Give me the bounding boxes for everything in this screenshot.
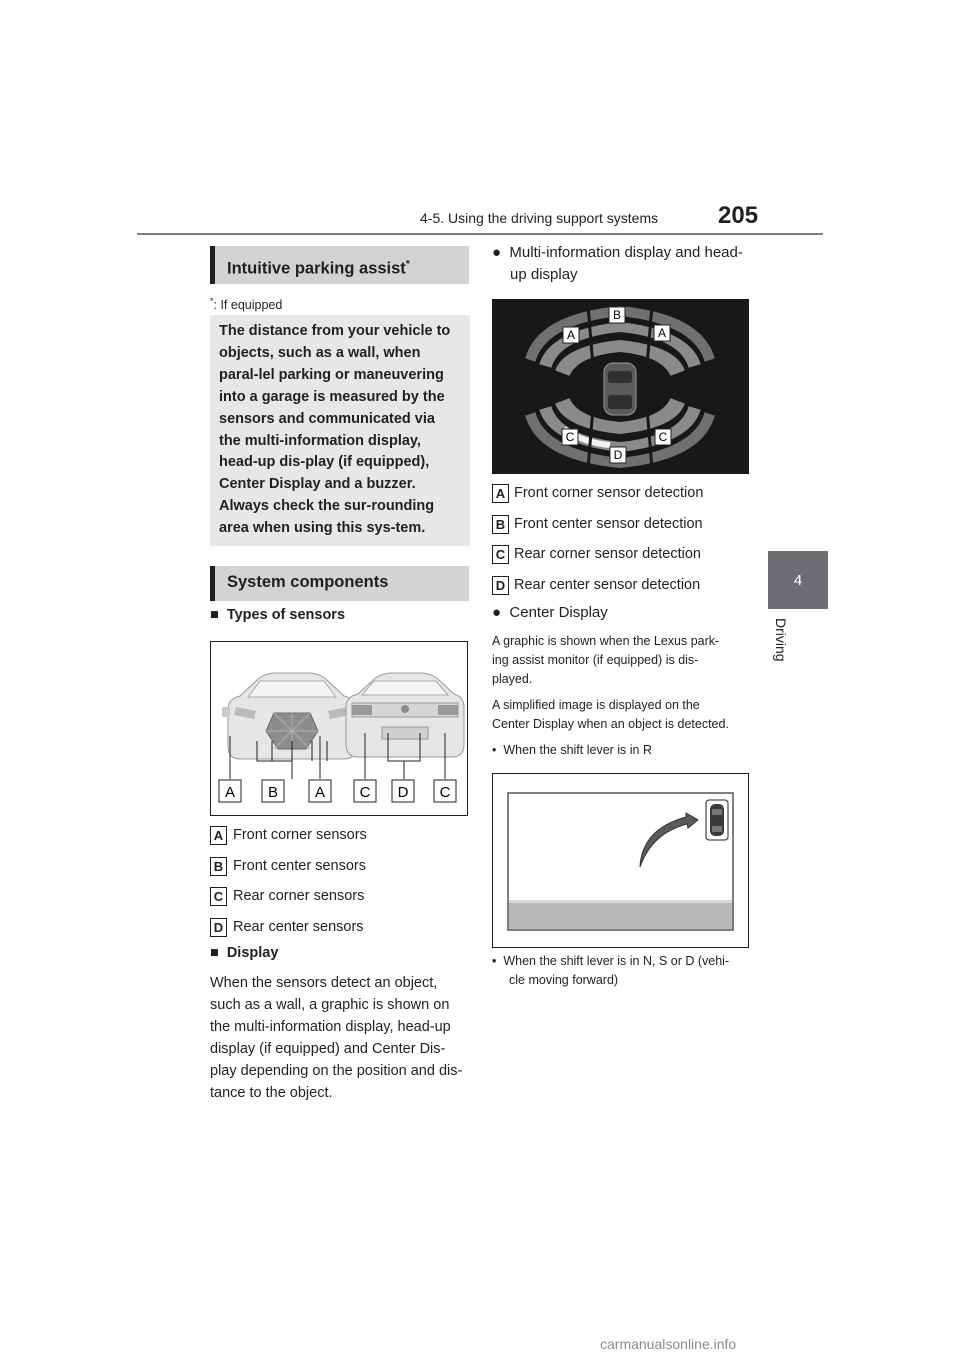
label-box: A [492,484,509,503]
center-display-screen [492,773,749,948]
center-display-para2: A simplified image is displayed on the Center Display when an object is detected. [492,698,729,731]
label-box: A [210,826,227,845]
screen-label-d: D [613,448,623,462]
mid-bullet: ● Multi-information display and head- up display [492,244,743,283]
chapter-label: Driving [773,618,789,662]
watermark: carmanualsonline.info [600,1336,737,1352]
list-item: Rear center sensor detection [514,577,701,593]
chapter-number: 4 [793,572,803,589]
screen-label-c-right: C [658,430,668,444]
system-components-heading: System components [210,566,469,601]
list-item: Rear corner sensors [233,888,365,904]
label-box: D [492,576,509,595]
list-item: Rear center sensors [233,919,364,935]
display-paragraph: When the sensors detect an object, such as a wall, a graphic is shown on the multi-information display, head-up display (if equipped) and Center Dis- play depending on the position and dis- tance to the object. [210,975,463,1101]
screen-label-c-left: C [565,430,575,444]
page-number: 205 [718,202,759,229]
label-box: B [210,857,227,876]
label-box: B [492,515,509,534]
label-box: C [492,545,509,564]
round-bullet-icon: ● [492,604,502,621]
intro-box: The distance from your vehicle to objects, such as a wall, when paral-lel parking or maneuvering into a garage is measured by the sensors and communicated via the multi-information display, head-up dis-play (if equipped), Center Display and a buzzer. Always check the sur-rounding area when using this sys-tem. [210,315,470,546]
screen-label-a-left: A [566,328,576,342]
list-item: Front corner sensors [233,827,367,843]
label-box: C [210,887,227,906]
equipped-note: *: If equipped [210,296,283,313]
list-item: Front corner sensor detection [514,485,704,501]
diagram-label: A [224,784,236,801]
shift-nsd-item: • When the shift lever is in N, S or D (vehi- cle moving forward) [492,954,730,987]
diagram-label: C [359,784,371,801]
sensor-diagram [210,641,468,816]
section-title: 4-5. Using the driving support systems [420,210,659,226]
intuitive-parking-assist-heading: Intuitive parking assist* [210,246,469,284]
car-icon [706,800,728,840]
shift-r-item: • When the shift lever is in R [492,743,653,757]
types-of-sensors-heading: ■ Types of sensors [210,607,346,623]
diagram-label: B [267,784,279,801]
screen-label-b: B [612,308,622,322]
center-display-bullet: ● Center Display [492,604,608,621]
car-icon [604,363,636,415]
list-item: Front center sensor detection [514,516,703,532]
center-display-para1: A graphic is shown when the Lexus park- ing assist monitor (if equipped) is dis- played. [492,634,720,686]
square-bullet-icon: ■ [210,607,219,623]
list-item: Rear corner sensor detection [514,546,701,562]
label-box: D [210,918,227,937]
display-heading: ■ Display [210,945,279,961]
header-rule [137,233,823,235]
square-bullet-icon: ■ [210,945,219,961]
diagram-label: C [439,784,451,801]
list-item: Front center sensors [233,858,366,874]
round-bullet-icon: ● [492,244,502,261]
mid-screen [492,299,749,474]
screen-label-a-right: A [657,326,667,340]
diagram-label: D [397,784,409,801]
diagram-label: A [314,784,326,801]
